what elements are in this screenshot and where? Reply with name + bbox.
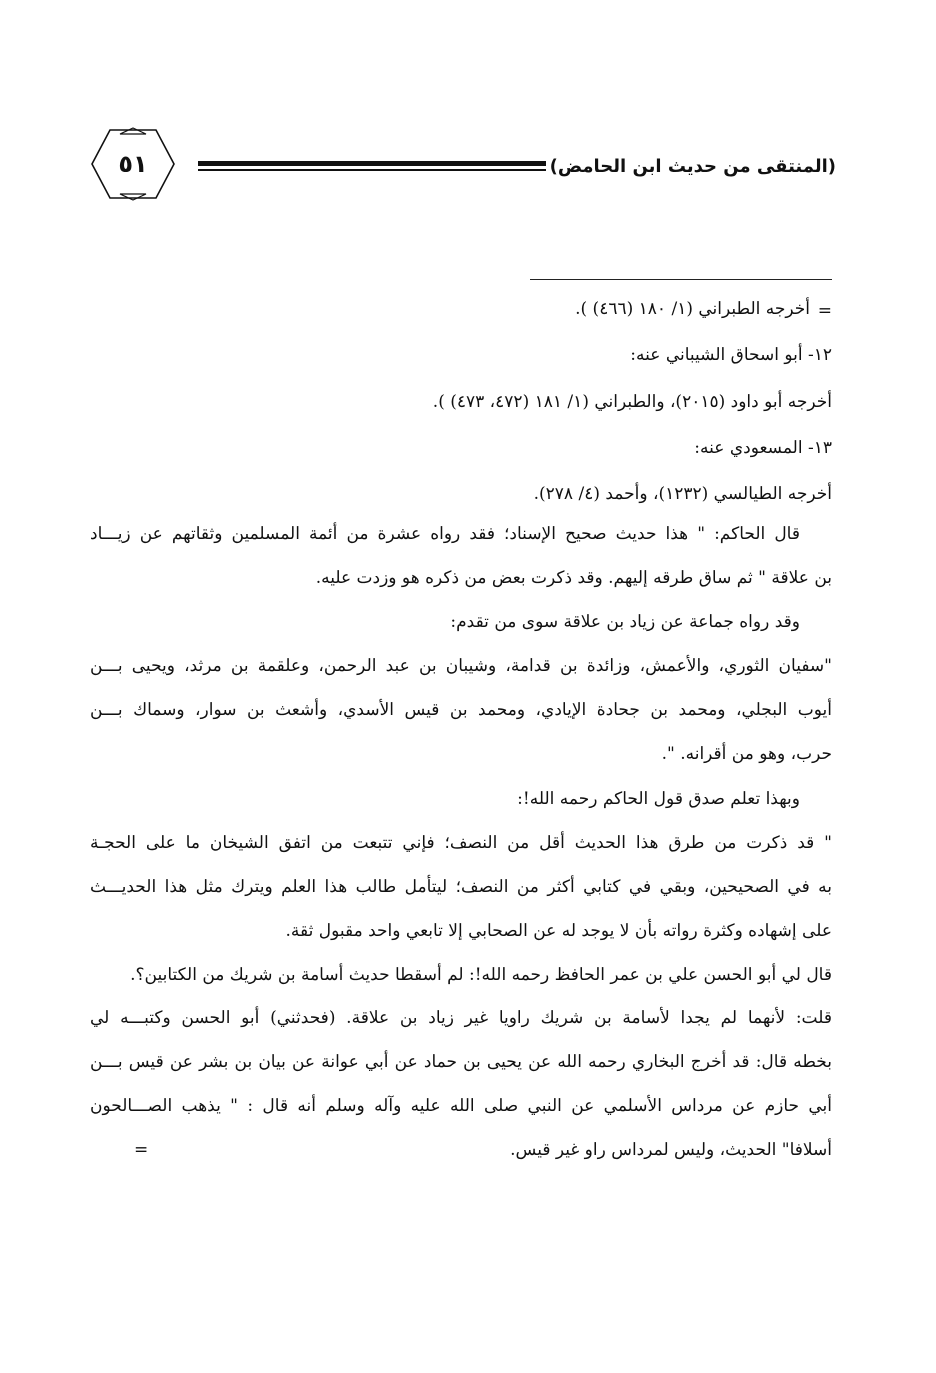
- text-line-4: ١٣- المسعودي عنه:: [694, 438, 832, 458]
- continuation-mark: =: [817, 301, 832, 321]
- text-line-17: قلت: لأنهما لم يجدا لأسامة بن شريك راويا غير زياد بن علاقة. (فحدثني) أبو الحسن وكتبـــه لي: [90, 1008, 832, 1028]
- text-line-14: به في الصحيحين، وبقي في كتابي أكثر من النصف؛ ليتأمل طالب هذا العلم ويترك مثل هذا الحديـــث: [90, 877, 832, 897]
- text-line-7: بن علاقة " ثم ساق طرقه إليهم. وقد ذكرت بعض من ذكره هو وزدت عليه.: [315, 568, 832, 588]
- end-continuation-mark: =: [134, 1140, 149, 1160]
- running-title: (المنتقى من حديث ابن الحامض): [549, 156, 836, 177]
- page-number: ٥١: [118, 150, 148, 178]
- page-number-badge: [88, 126, 178, 202]
- text-line-18: بخطه قال: قد أخرج البخاري رحمه الله عن يحيى بن حماد عن أبي عوانة عن بيان بن بشر عن قيس بـــن: [90, 1052, 832, 1072]
- text-line-1: أخرجه الطبراني (١/ ١٨٠ (٤٦٦) ).: [575, 299, 810, 319]
- header-rule-thin: [198, 169, 546, 171]
- header-rule: [198, 161, 546, 173]
- text-line-3: أخرجه أبو داود (٢٠١٥)، والطبراني (١/ ١٨١ (٤٧٢، ٤٧٣) ).: [432, 392, 832, 412]
- text-line-11: حرب، وهو من أقرانه. ".: [661, 744, 832, 764]
- text-line-19: أبي حازم عن مرداس الأسلمي عن النبي صلى الله عليه وآله وسلم أنه قال : " يذهب الصـــالحون: [90, 1096, 832, 1116]
- text-line-8: وقد رواه جماعة عن زياد بن علاقة سوى من تقدم:: [450, 612, 800, 632]
- text-line-16: قال لي أبو الحسن علي بن عمر الحافظ رحمه الله!: لم أسقطا حديث أسامة بن شريك من الكتابين؟.: [130, 965, 832, 985]
- text-line-20: أسلافا" الحديث، وليس لمرداس راو غير قيس.: [510, 1140, 832, 1160]
- text-line-13: " قد ذكرت من طرق هذا الحديث أقل من النصف؛ فإني تتبعت من اتفق الشيخان ما على الحجـة: [90, 833, 832, 853]
- footnote-separator: [530, 279, 832, 280]
- text-line-6: قال الحاكم: " هذا حديث صحيح الإسناد؛ فقد رواه عشرة من أئمة المسلمين وثقاتهم عن زيـــاد: [90, 524, 800, 544]
- text-line-10: أيوب البجلي، ومحمد بن جحادة الإيادي، ومحمد بن قيس الأسدي، وأشعث بن سوار، وسماك بـــن: [90, 700, 832, 720]
- text-line-15: على إشهاده وكثرة رواته بأن لا يوجد له عن الصحابي إلا تابعي واحد مقبول ثقة.: [285, 921, 832, 941]
- text-line-12: وبهذا تعلم صدق قول الحاكم رحمه الله!:: [517, 789, 800, 809]
- text-line-2: ١٢- أبو اسحاق الشيباني عنه:: [630, 345, 832, 365]
- header-rule-thick: [198, 161, 546, 166]
- text-line-9: "سفيان الثوري، والأعمش، وزائدة بن قدامة، وشيبان بن عبد الرحمن، وعلقمة بن مرثد، ويحيى بـــن: [90, 656, 832, 676]
- text-line-5: أخرجه الطيالسي (١٢٣٢)، وأحمد (٤/ ٢٧٨).: [533, 484, 832, 504]
